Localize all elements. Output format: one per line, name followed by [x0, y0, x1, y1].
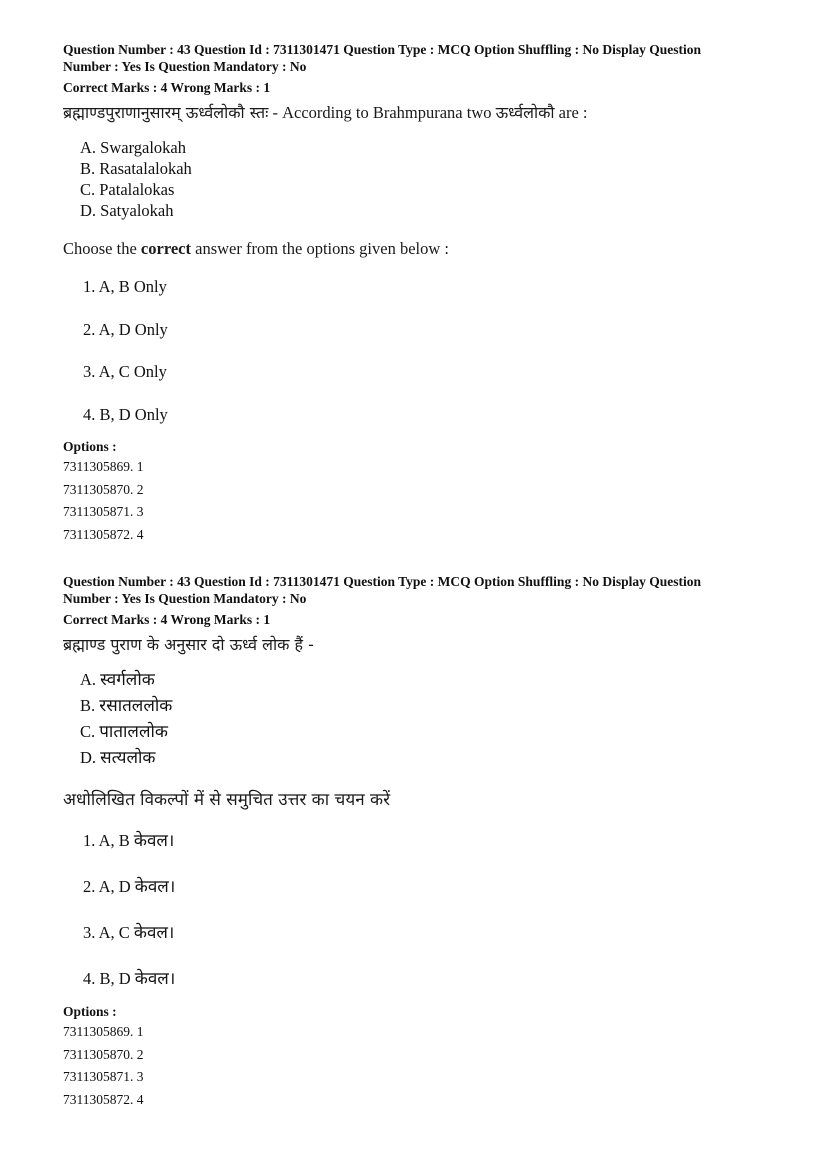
choice-text: केवल। — [134, 877, 176, 897]
option-id-list — [63, 1024, 775, 1114]
question-hindi: ब्रह्माण्ड पुराण के अनुसार दो ऊर्ध्व लोक हैं - — [63, 635, 314, 654]
statement-item: A. Swargalokah — [80, 138, 187, 157]
instruction-text — [63, 239, 775, 259]
choice-prefix: 4. B, D — [83, 969, 135, 988]
marks-line: Correct Marks : 4 Wrong Marks : 1 — [63, 612, 271, 627]
option-id: 7311305871. 3 — [63, 504, 144, 519]
option-id: 7311305872. 4 — [63, 526, 144, 542]
answer-choice — [83, 828, 775, 874]
question-block-hindi — [63, 574, 775, 1114]
options-label: Options : — [63, 439, 117, 454]
statement-item — [80, 745, 775, 771]
choice-prefix: 3. A, C — [83, 923, 134, 942]
instruction-post: answer from the options given below : — [191, 239, 449, 258]
option-id: 7311305870. 2 — [63, 481, 144, 497]
question-meta-line1: Question Number : 43 Question Id : 7311301471 Question Type : MCQ Option Shuffling : No Display Question — [63, 574, 701, 589]
choice-prefix: 1. A, B — [83, 831, 134, 850]
question-english: - According to Brahmpurana two — [268, 103, 496, 122]
choice-text: केवल। — [133, 923, 175, 943]
statement-list — [63, 667, 775, 771]
options-label: Options : — [63, 1004, 117, 1019]
statement-item: C. Patalalokas — [80, 180, 175, 199]
statement-prefix: A. — [80, 670, 101, 689]
choice-text: केवल। — [133, 831, 175, 851]
option-id: 7311305872. 4 — [63, 1091, 144, 1107]
question-term: ऊर्ध्वलोकौ — [495, 103, 555, 122]
choice-text: केवल। — [134, 969, 176, 989]
question-text — [63, 633, 775, 655]
answer-choice: 1. A, B Only — [83, 277, 167, 296]
statement-text: रसातललोक — [99, 696, 173, 716]
question-sanskrit: ब्रह्माण्डपुराणानुसारम् ऊर्ध्वलोकौ स्तः — [63, 103, 269, 122]
choice-prefix: 2. A, D — [83, 877, 135, 896]
statement-prefix: C. — [80, 722, 100, 741]
statement-prefix: D. — [80, 748, 101, 767]
answer-choice-list — [63, 277, 775, 447]
option-id: 7311305869. 1 — [63, 459, 144, 474]
statement-item — [80, 667, 775, 693]
option-id-list — [63, 459, 775, 549]
option-id: 7311305871. 3 — [63, 1069, 144, 1084]
answer-choice: 2. A, D Only — [83, 319, 168, 339]
question-meta-line1: Question Number : 43 Question Id : 7311301471 Question Type : MCQ Option Shuffling : No Display Question — [63, 42, 701, 57]
answer-choice — [83, 920, 775, 966]
statement-item — [80, 719, 775, 745]
answer-choice-list — [63, 828, 775, 1012]
question-end: are : — [554, 103, 588, 122]
question-text — [63, 101, 775, 123]
instruction-bold: correct — [140, 239, 191, 258]
instruction-pre: Choose the — [63, 239, 141, 258]
option-id: 7311305870. 2 — [63, 1046, 144, 1062]
question-meta-line2: Number : Yes Is Question Mandatory : No — [63, 58, 307, 74]
option-id: 7311305869. 1 — [63, 1024, 144, 1039]
statement-text: स्वर्गलोक — [100, 670, 155, 690]
question-block-sanskrit — [63, 42, 775, 549]
statement-text: पाताललोक — [99, 722, 168, 742]
statement-item: B. Rasatalalokah — [80, 159, 192, 178]
statement-text: सत्यलोक — [100, 748, 156, 768]
answer-choice: 3. A, C Only — [83, 362, 167, 381]
statement-item: D. Satyalokah — [80, 201, 174, 220]
answer-choice: 4. B, D Only — [83, 404, 168, 424]
question-meta-line2: Number : Yes Is Question Mandatory : No — [63, 590, 307, 606]
marks-line: Correct Marks : 4 Wrong Marks : 1 — [63, 80, 271, 95]
instruction-text: अधोलिखित विकल्पों में से समुचित उत्तर का चयन करें — [63, 790, 391, 810]
statement-item — [80, 693, 775, 719]
statement-list — [63, 137, 775, 221]
answer-choice — [83, 874, 775, 920]
statement-prefix: B. — [80, 696, 100, 715]
